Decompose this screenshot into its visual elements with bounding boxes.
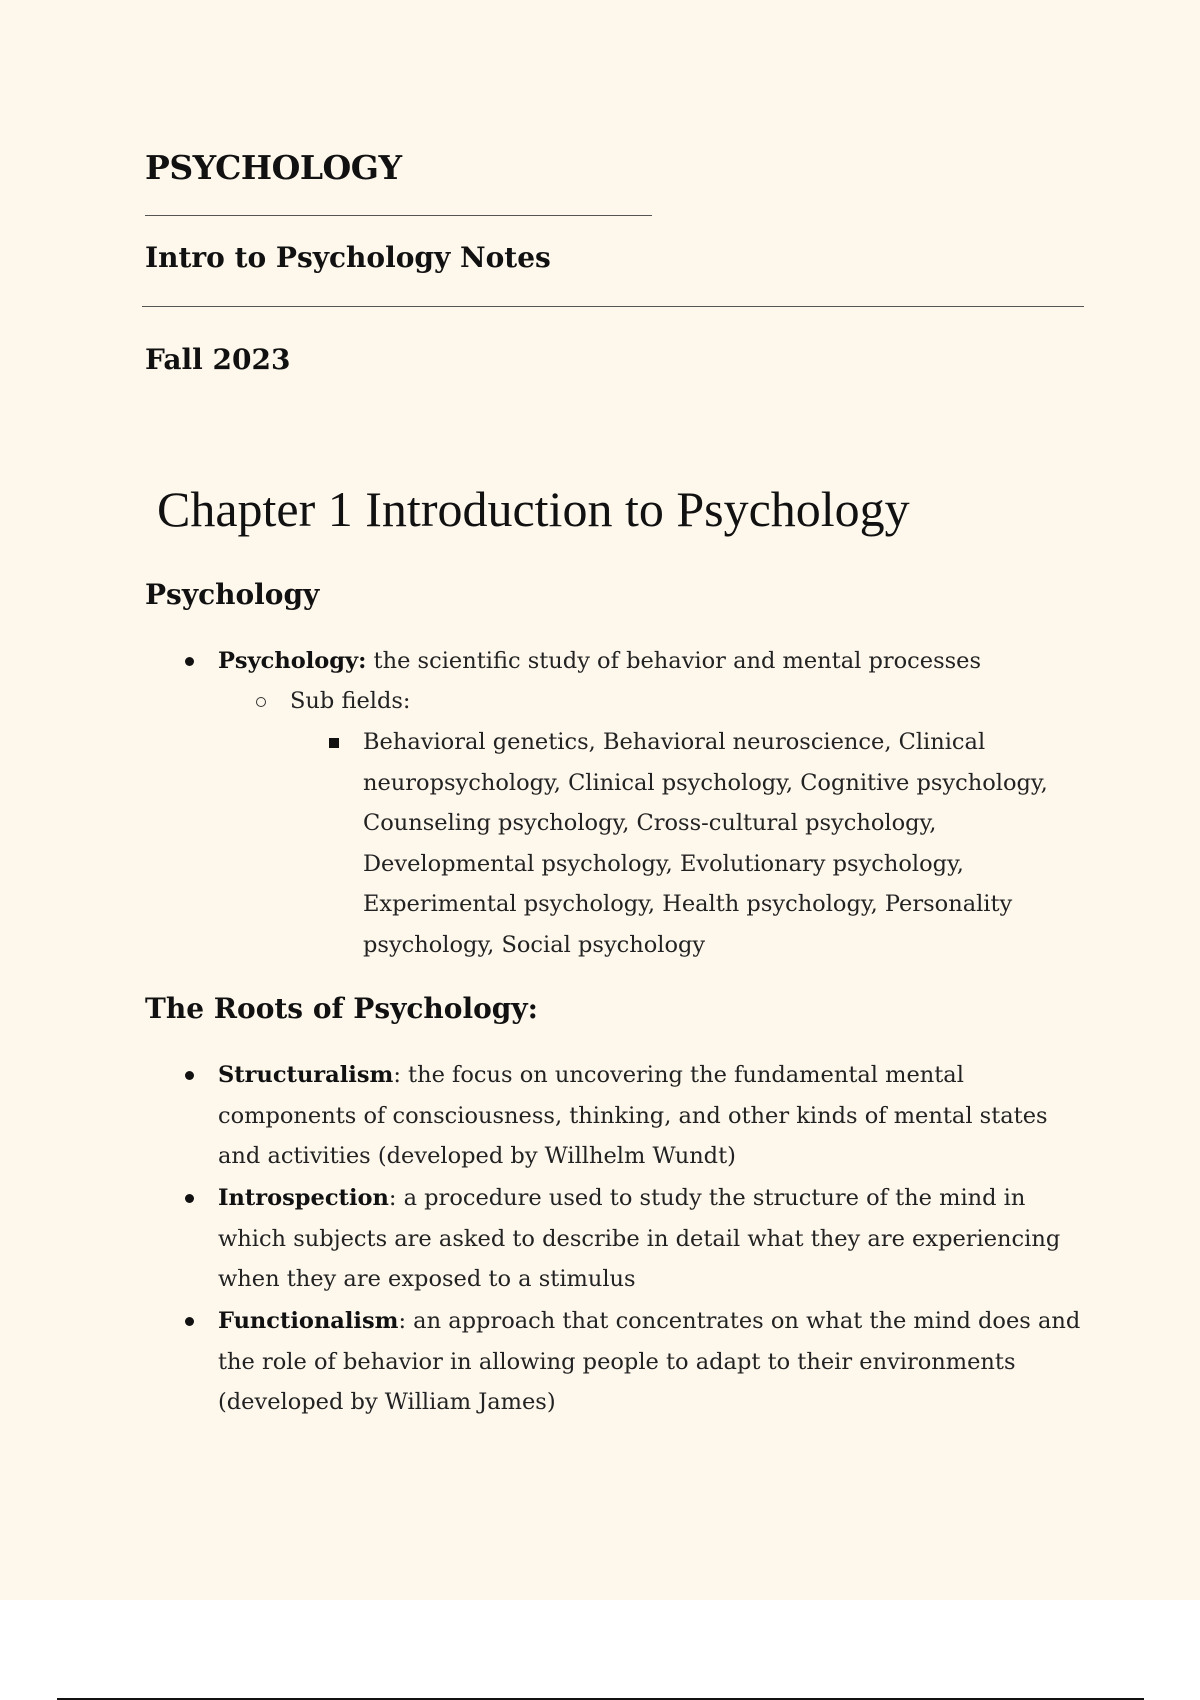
definition-term: Psychology:	[218, 648, 367, 674]
definition-text: : a procedure used to study the structure of the mind in	[388, 1185, 1026, 1211]
item-line: (developed by William James)	[218, 1389, 556, 1415]
header-divider-long	[142, 306, 1084, 307]
item-line: and activities (developed by Willhelm Wundt)	[218, 1143, 736, 1169]
section-heading-roots: The Roots of Psychology:	[145, 992, 538, 1025]
definition-term: Functionalism	[218, 1308, 399, 1334]
subfields-line: Counseling psychology, Cross-cultural psychology,	[363, 810, 937, 836]
bullet-square	[329, 738, 339, 748]
item-line: when they are exposed to a stimulus	[218, 1266, 636, 1292]
header-divider-short	[145, 215, 652, 216]
list-item-psychology	[218, 641, 1118, 682]
sub-list-label: Sub fields:	[290, 688, 411, 714]
subfields-line: psychology, Social psychology	[363, 931, 706, 958]
subfields-line: neuropsychology, Clinical psychology, Cognitive psychology,	[363, 769, 1048, 796]
item-first-line	[218, 1301, 1158, 1342]
definition-text: : an approach that concentrates on what the mind does and	[398, 1308, 1081, 1334]
item-line: which subjects are asked to describe in detail what they are experiencing	[218, 1225, 1061, 1252]
subfields-list-item	[363, 722, 1123, 965]
definition-term: Structuralism	[218, 1062, 394, 1088]
list-item-functionalism	[218, 1301, 1158, 1423]
bullet-disc	[185, 657, 194, 666]
subfields-line: Experimental psychology, Health psychology, Personality	[363, 891, 1013, 917]
definition-text: the scientific study of behavior and mental processes	[366, 648, 982, 674]
bullet-disc	[185, 1194, 194, 1203]
course-title: Intro to Psychology Notes	[145, 241, 551, 274]
subject-title: PSYCHOLOGY	[145, 148, 402, 187]
subfields-line: Behavioral genetics, Behavioral neuroscience, Clinical	[363, 729, 986, 755]
chapter-title: Chapter 1 Introduction to Psychology	[157, 481, 910, 537]
item-first-line	[218, 1055, 1138, 1096]
list-item-introspection	[218, 1178, 1138, 1300]
bullet-disc	[185, 1071, 194, 1080]
term-label: Fall 2023	[145, 343, 291, 376]
section-heading-psychology: Psychology	[145, 578, 320, 611]
bullet-disc	[185, 1317, 194, 1326]
item-line: the role of behavior in allowing people to adapt to their environments	[218, 1348, 1016, 1375]
list-item-structuralism	[218, 1055, 1138, 1177]
item-line: components of consciousness, thinking, and other kinds of mental states	[218, 1102, 1048, 1129]
definition-text: : the focus on uncovering the fundamental mental	[393, 1062, 964, 1088]
subfields-line: Developmental psychology, Evolutionary psychology,	[363, 850, 964, 877]
bullet-circle	[256, 697, 266, 707]
definition-term: Introspection	[218, 1185, 389, 1211]
item-first-line	[218, 1178, 1138, 1219]
